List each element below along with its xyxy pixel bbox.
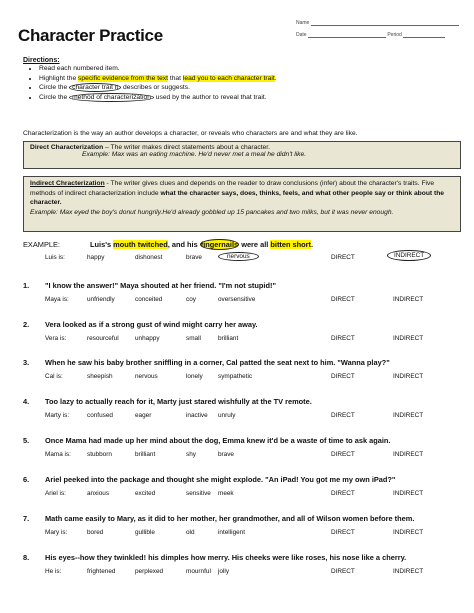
trait-option[interactable]: intelligent bbox=[218, 529, 246, 536]
name-field[interactable] bbox=[296, 20, 459, 26]
subject-label: Cal is: bbox=[45, 373, 63, 380]
item-sentence: Math came easily to Mary, as it did to her mother, her grandmother, and all of Wilson women before them. bbox=[45, 514, 415, 523]
direct-characterization-box: Direct Characterization – The writer makes direct statements about a character. Example: Max was an eating machine. He'd never met a meal he didn't like. bbox=[23, 141, 461, 169]
direct-choice[interactable]: DIRECT bbox=[331, 568, 355, 575]
direction-item: • Highlight the specific evidence from the text that lead you to each character trait. bbox=[39, 74, 459, 84]
indirect-choice[interactable]: INDIRECT bbox=[393, 529, 424, 536]
trait-option[interactable]: sensitive bbox=[186, 490, 211, 497]
item-number: 8. bbox=[23, 553, 30, 562]
item-number: 3. bbox=[23, 358, 30, 367]
highlight: lead you to each character trait bbox=[182, 74, 275, 82]
trait-option[interactable]: shy bbox=[186, 451, 196, 458]
direction-item: • Circle the character trait it describes or suggests. bbox=[39, 83, 459, 93]
trait-option[interactable]: oversensitive bbox=[218, 296, 256, 303]
highlight: specific evidence from the text bbox=[78, 74, 168, 82]
indirect-methods: what the character says, does, thinks, feels, and what other people say or think about the character. bbox=[30, 189, 445, 207]
subject-label: Mama is: bbox=[45, 451, 71, 458]
indirect-choice-circled[interactable]: INDIRECT bbox=[387, 250, 431, 261]
trait-option[interactable]: eager bbox=[135, 412, 152, 419]
intro-text: Characterization is the way an author develops a character, or reveals who characters are and what they are like. bbox=[23, 130, 358, 137]
trait-option[interactable]: bored bbox=[87, 529, 104, 536]
trait-option[interactable]: excited bbox=[135, 490, 156, 497]
direct-choice[interactable]: DIRECT bbox=[331, 490, 355, 497]
item-sentence: Ariel peeked into the package and thought she might explode. "An iPad! You got me my own iPad?" bbox=[45, 475, 396, 484]
date-label: Date bbox=[296, 32, 307, 38]
item-number: 4. bbox=[23, 397, 30, 406]
trait-option[interactable]: resourceful bbox=[87, 335, 119, 342]
subject-label: Marty is: bbox=[45, 412, 70, 419]
trait-option[interactable]: old bbox=[186, 529, 195, 536]
trait-option[interactable]: lonely bbox=[186, 373, 203, 380]
period-label: Period bbox=[387, 32, 402, 38]
item-sentence: Once Mama had made up her mind about the dog, Emma knew it'd be a waste of time to ask again. bbox=[45, 436, 391, 445]
item-number: 1. bbox=[23, 281, 30, 290]
indirect-choice[interactable]: INDIRECT bbox=[393, 373, 424, 380]
trait-option[interactable]: sheepish bbox=[87, 373, 113, 380]
trait-option[interactable]: meek bbox=[218, 490, 234, 497]
indirect-choice[interactable]: INDIRECT bbox=[393, 490, 424, 497]
trait-option[interactable]: confused bbox=[87, 412, 113, 419]
direct-choice[interactable]: DIRECT bbox=[331, 296, 355, 303]
trait-option[interactable]: brilliant bbox=[135, 451, 156, 458]
trait-option[interactable]: jolly bbox=[218, 568, 230, 575]
circled-text: method of characterization bbox=[69, 93, 154, 102]
subject-label: Vera is: bbox=[45, 335, 67, 342]
trait-option[interactable]: small bbox=[186, 335, 201, 342]
item-sentence: Too lazy to actually reach for it, Marty just stared wishfully at the TV remote. bbox=[45, 397, 312, 406]
trait-option[interactable]: brave bbox=[186, 254, 202, 261]
trait-option[interactable]: coy bbox=[186, 296, 196, 303]
subject-label: He is: bbox=[45, 568, 62, 575]
indirect-choice[interactable]: INDIRECT bbox=[393, 412, 424, 419]
trait-option[interactable]: conceited bbox=[135, 296, 163, 303]
example-label: EXAMPLE: bbox=[23, 240, 60, 249]
item-sentence: When he saw his baby brother sniffling in a corner, Cal patted the seat next to him. "Wanna play?" bbox=[45, 358, 390, 367]
indirect-choice[interactable]: INDIRECT bbox=[393, 335, 424, 342]
trait-option[interactable]: perplexed bbox=[135, 568, 164, 575]
item-sentence: "I know the answer!" Maya shouted at her friend. "I'm not stupid!" bbox=[45, 281, 276, 290]
item-number: 7. bbox=[23, 514, 30, 523]
trait-option[interactable]: unruly bbox=[218, 412, 236, 419]
item-number: 5. bbox=[23, 436, 30, 445]
indirect-choice[interactable]: INDIRECT bbox=[393, 296, 424, 303]
name-label: Name bbox=[296, 20, 310, 26]
trait-option[interactable]: brave bbox=[218, 451, 234, 458]
trait-option[interactable]: nervous bbox=[135, 373, 158, 380]
trait-option-circled[interactable]: nervous bbox=[218, 252, 259, 261]
direct-choice[interactable]: DIRECT bbox=[331, 412, 355, 419]
direct-choice[interactable]: DIRECT bbox=[331, 335, 355, 342]
direct-choice[interactable]: DIRECT bbox=[331, 529, 355, 536]
trait-option[interactable]: inactive bbox=[186, 412, 208, 419]
trait-option[interactable]: unfriendly bbox=[87, 296, 115, 303]
item-sentence: Vera looked as if a strong gust of wind might carry her away. bbox=[45, 320, 258, 329]
indirect-term: Indirect Chracterization bbox=[30, 180, 105, 187]
subject-label: Maya is: bbox=[45, 296, 69, 303]
trait-option[interactable]: gullible bbox=[135, 529, 155, 536]
trait-option[interactable]: sympathetic bbox=[218, 373, 253, 380]
direct-example: Example: Max was an eating machine. He'd never met a meal he didn't like. bbox=[82, 151, 307, 158]
page-title: Character Practice bbox=[18, 26, 163, 45]
direction-item: • Read each numbered item. bbox=[39, 64, 459, 74]
trait-option[interactable]: dishonest bbox=[135, 254, 163, 261]
direction-item: • Circle the method of characterization used by the author to reveal that trait. bbox=[39, 93, 459, 103]
direct-choice[interactable]: DIRECT bbox=[331, 451, 355, 458]
subject-label: Ariel is: bbox=[45, 490, 66, 497]
item-sentence: His eyes--how they twinkled! his dimples how merry. His cheeks were like roses, his nose like a cherry. bbox=[45, 553, 407, 562]
directions-list bbox=[27, 64, 459, 103]
indirect-example: Example: Max eyed the boy's donut hungrily.He'd already gobbled up 15 pancakes and two milks, but it was never enough. bbox=[30, 208, 394, 216]
subject-label: Mary is: bbox=[45, 529, 68, 536]
trait-option[interactable]: unhappy bbox=[135, 335, 160, 342]
example-sentence: Luis's mouth twitched, and his fingernails were all bitten short. bbox=[90, 240, 314, 249]
trait-option[interactable]: brilliant bbox=[218, 335, 239, 342]
trait-option[interactable]: frightened bbox=[87, 568, 116, 575]
item-number: 2. bbox=[23, 320, 30, 329]
circled-text: character trait it bbox=[69, 83, 121, 92]
trait-option[interactable]: mournful bbox=[186, 568, 211, 575]
item-number: 6. bbox=[23, 475, 30, 484]
indirect-choice[interactable]: INDIRECT bbox=[393, 568, 424, 575]
direct-choice[interactable]: DIRECT bbox=[331, 373, 355, 380]
trait-option[interactable]: stubborn bbox=[87, 451, 112, 458]
trait-option[interactable]: happy bbox=[87, 254, 105, 261]
indirect-choice[interactable]: INDIRECT bbox=[393, 451, 424, 458]
directions-heading: Directions: bbox=[23, 57, 60, 64]
direct-term: Direct Characterization bbox=[30, 144, 104, 151]
indirect-characterization-box: Indirect Chracterization - The writer gives clues and depends on the reader to draw conclusions (infer) about the character's traits. Five methods of indirect characterization include what the character says, does, thinks, feels, and what other people say or think about the character. Example: Max eyed the boy's donut hungrily.He'd already gobbled up 15 pancakes and two milks, but it was never enough. bbox=[23, 176, 461, 232]
date-field[interactable] bbox=[296, 32, 445, 38]
trait-option[interactable]: anxious bbox=[87, 490, 110, 497]
direct-choice[interactable]: DIRECT bbox=[331, 254, 355, 261]
